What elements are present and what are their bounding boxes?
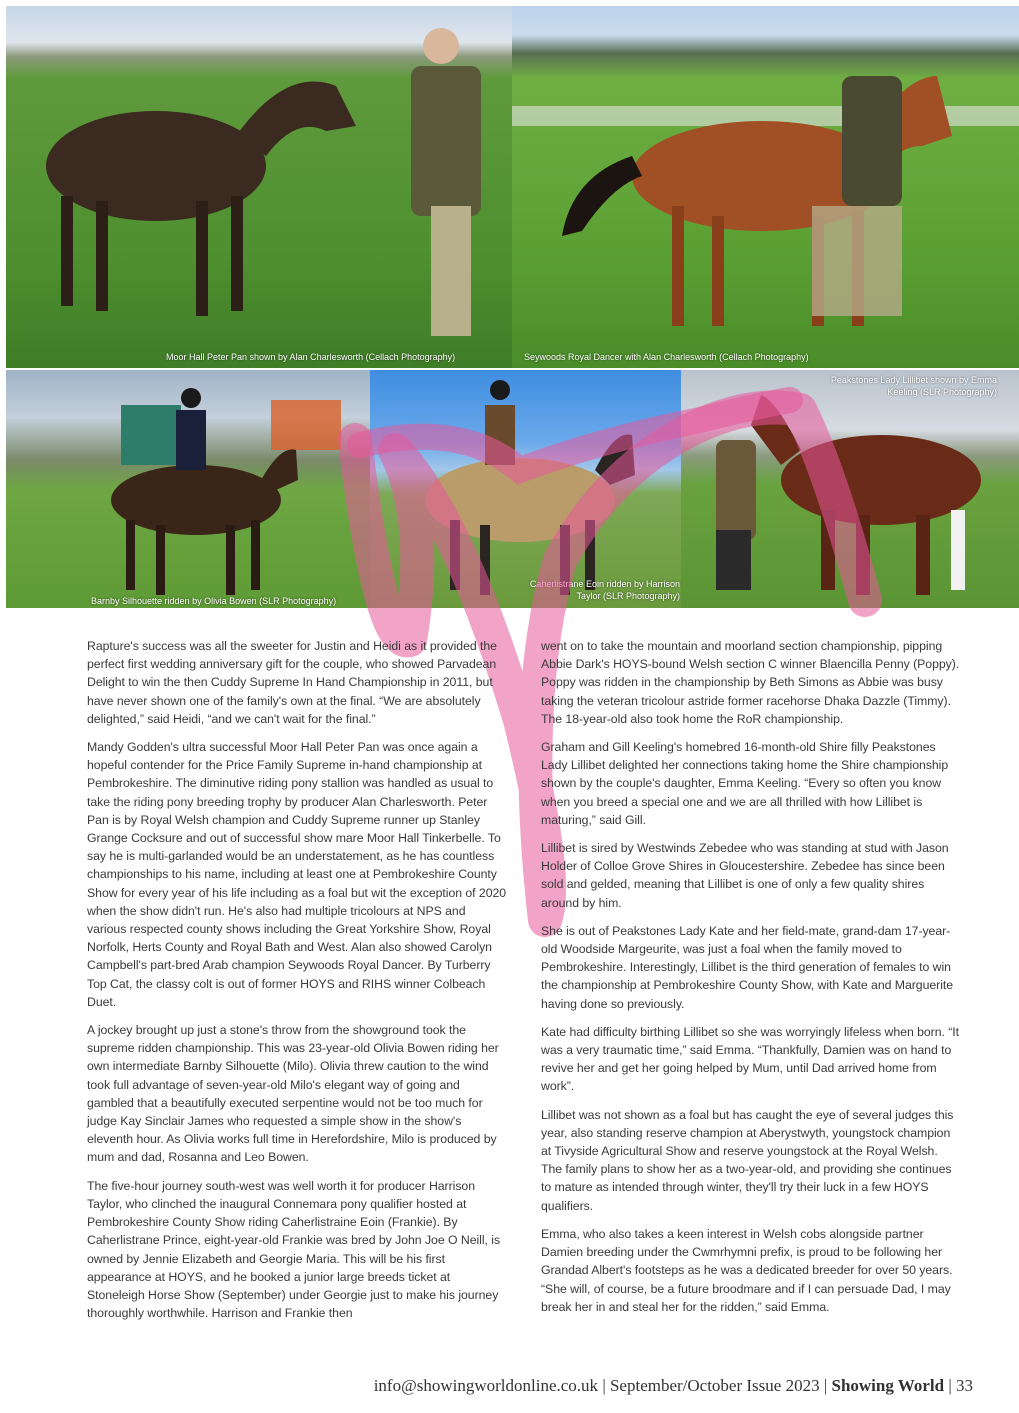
article-column-left xyxy=(87,637,507,1332)
photo-caption: Moor Hall Peter Pan shown by Alan Charlesworth (Cellach Photography) xyxy=(166,352,456,362)
page-footer xyxy=(374,1376,973,1396)
horse-illustration xyxy=(512,6,1019,368)
article-paragraph: Lillibet was not shown as a foal but has caught the eye of several judges this year, also standing reserve champion at Aberystwyth, youngstock champion at Tivyside Agricultural Show and reserve youngstock at the Royal Welsh. The family plans to show her as a two-year-old, and providing she continues to mature as intended through winter, they'll try their luck in a few HOYS qualifiers. xyxy=(541,1107,954,1213)
footer-issue: September/October Issue 2023 xyxy=(609,1376,820,1395)
article-column-right xyxy=(541,637,961,1326)
photo-moor-hall-peter-pan xyxy=(6,6,512,368)
footer-separator: | xyxy=(944,1376,956,1395)
article-paragraph: She is out of Peakstones Lady Kate and her field-mate, grand-dam 17-year-old Woodside Margeurite, was just a foal when the family moved to Pembrokeshire. Interestingly, Lillibet is the third generation of females to win the championship at Pembrokeshire County Show, with Kate and Marguerite having done so previously. xyxy=(541,923,954,1011)
page-number: 33 xyxy=(956,1376,973,1395)
photo-caption: Caherlistrane Eoin ridden by Harrison Taylor (SLR Photography) xyxy=(529,579,680,601)
photo-caherlistraine-eoin xyxy=(370,370,681,608)
photo-caption: Peakstones Lady Lillibet shown by Emma Keeling (SLR Photography) xyxy=(830,375,997,397)
article-paragraph: went on to take the mountain and moorland section championship, pipping Abbie Dark's HOYS-bound Welsh section C winner Blaencilla Penny (Poppy). Poppy was ridden in the championship by Beth Simons as Abbie was busy taking the veteran tricolour astride former racehorse Dhaka Dazzle (Timmy). The 18-year-old also took home the RoR championship. xyxy=(541,639,960,726)
horse-illustration xyxy=(681,370,1019,608)
article-paragraph: Rapture's success was all the sweeter for Justin and Heidi as it provided the perfect first wedding anniversary gift for the couple, who showed Parvadean Delight to win the then Cuddy Supreme In Hand Championship in 2011, but have never shown one of the family's own at the final. “We are absolutely delighted,” said Heidi, “and we can't wait for the final.” xyxy=(87,639,497,726)
article-paragraph: Graham and Gill Keeling's homebred 16-month-old Shire filly Peakstones Lady Lillibet delighted her connections taking home the Shire championship shown by the couple's daughter, Emma Keeling. “Every so often you know when you breed a special one and we are all thrilled with how Lillibet is maturing,” said Gill. xyxy=(541,740,949,827)
photo-barnby-silhouette xyxy=(6,370,370,608)
photo-peakstones-lady-lillibet xyxy=(681,370,1019,608)
horse-illustration xyxy=(6,6,512,368)
horse-illustration xyxy=(370,370,681,608)
article-paragraph: Kate had difficulty birthing Lillibet so she was worryingly lifeless when born. “It was a very traumatic time,” said Emma. “Thankfully, Damien was on hand to revive her and get her going helped by Mum, until Dad arrived home from work”. xyxy=(541,1024,960,1094)
article-paragraph: Emma, who also takes a keen interest in Welsh cobs alongside partner Damien breeding under the Cwmrhymni prefix, is proud to be following her Grandad Albert's footsteps as he was a dedicated breeder for over 50 years. “She will, of course, be a future broodmare and if I can persuade Dad, I may break her in and steal her for the ridden,” said Emma. xyxy=(541,1226,953,1314)
article-paragraph: A jockey brought up just a stone's throw from the showground took the supreme ridden championship. This was 23-year-old Olivia Bowen riding her own intermediate Barnby Silhouette (Milo). Olivia threw caution to the wind took full advantage of seven-year-old Milo's elegant way of going and gambled that a beautifully executed serpentine would not be too much for judge Kay Sinclair James who requested a simple show in the show's eleventh hour. As Olivia works full time in Herefordshire, Milo is produced by mum and dad, Rosanna and Leo Bowen. xyxy=(87,1023,499,1165)
photo-caption: Seywoods Royal Dancer with Alan Charlesworth (Cellach Photography) xyxy=(524,352,809,362)
photo-seywoods-royal-dancer xyxy=(512,6,1019,368)
horse-illustration xyxy=(6,370,370,608)
footer-separator: | xyxy=(598,1376,610,1395)
article-paragraph: The five-hour journey south-west was well worth it for producer Harrison Taylor, who clinched the inaugural Connemara pony qualifier hosted at Pembrokeshire County Show riding Caherlistraine Eoin (Frankie). By Caherlistrane Prince, eight-year-old Frankie was bred by John Joe O Neill, is owned by Jennie Elizabeth and Georgie Maria. This will be his first appearance at HOYS, and he booked a junior large breeds ticket at Stoneleigh Horse Show (September) under Georgie just to make his journey thoroughly worthwhile. Harrison and Frankie then xyxy=(87,1178,501,1321)
article-paragraph: Lillibet is sired by Westwinds Zebedee who was standing at stud with Jason Holder of Colloe Grove Shires in Gloucestershire. Zebedee has since been sold and gelded, meaning that Lillibet is one of only a few quality shires around by him. xyxy=(541,841,949,910)
footer-email-link[interactable]: info@showingworldonline.co.uk xyxy=(373,1376,599,1395)
article-paragraph: Mandy Godden's ultra successful Moor Hall Peter Pan was once again a hopeful contender for the Price Family Supreme in-hand championship at Pembrokeshire. The diminutive riding pony stallion was handled as usual to take the riding pony breeding trophy by producer Alan Charlesworth. Peter Pan is by Royal Welsh champion and Cuddy Supreme runner up Stanley Grange Cocksure and out of successful show mare Moor Hall Tinkerbelle. To say he is multi-garlanded would be an understatement, as he has countless championships to his name, including at least one at Pembrokeshire County Show for every year of his life including as a foal but wit the exception of 2020 when the show didn't run. He's also had multiple tricolours at NPS and various respected county shows including the Great Yorkshire Show, Royal Norfolk, Herts County and Royal Bath and West. Alan also showed Carolyn Campbell's part-bred Arab champion Seywoods Royal Dancer. By Turberry Top Cat, the classy colt is out of former HOYS and RIHS winner Colbeach Duet. xyxy=(87,740,507,1009)
footer-separator: | xyxy=(819,1376,832,1395)
photo-caption: Barnby Silhouette ridden by Olivia Bowen (SLR Photography) xyxy=(91,596,337,606)
footer-brand: Showing World xyxy=(831,1376,945,1395)
